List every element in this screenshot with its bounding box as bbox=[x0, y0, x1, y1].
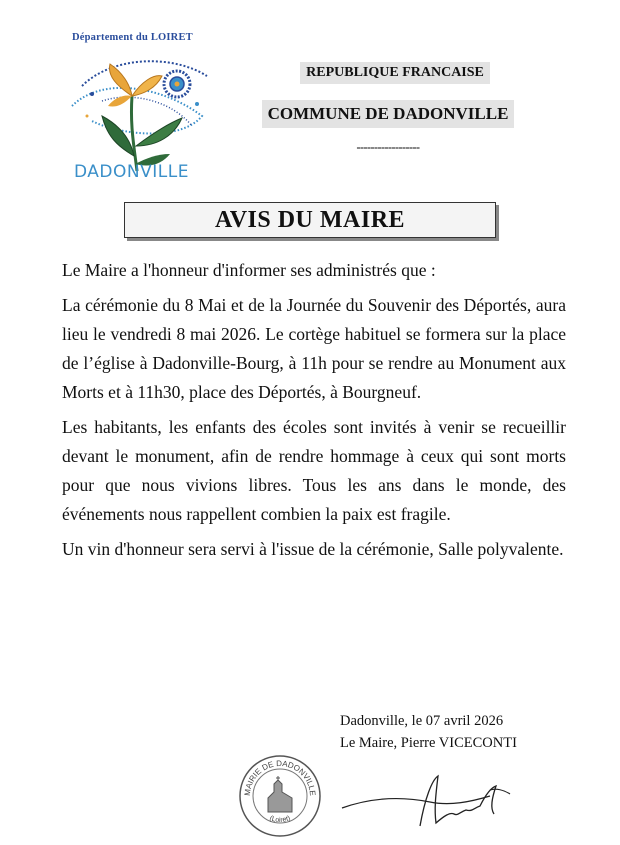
republic-heading: REPUBLIQUE FRANCAISE bbox=[300, 62, 490, 84]
place-date: Dadonville, le 07 avril 2026 bbox=[340, 713, 504, 729]
notice-title-box bbox=[124, 202, 496, 238]
body-paragraph-intro: Le Maire a l'honneur d'informer ses administrés que : bbox=[62, 260, 436, 280]
mayor-signature bbox=[340, 768, 520, 838]
commune-heading: COMMUNE DE DADONVILLE bbox=[262, 100, 515, 128]
body-paragraph-reception: Un vin d'honneur sera servi à l'issue de la cérémonie, Salle polyvalente. bbox=[62, 539, 564, 559]
body-paragraph-invitation: Les habitants, les enfants des écoles sont invités à venir se recueillir devant le monument, afin de rendre hommage à ceux qui sont morts pour que nous vivions libres. Tous les ans dans le monde, des événements nous rappellent combien la paix est fragile. bbox=[62, 417, 566, 524]
logo-town-name: DADONVILLE bbox=[74, 162, 189, 182]
mairie-seal-stamp bbox=[238, 754, 322, 838]
signoff-block bbox=[340, 710, 517, 754]
notice-body bbox=[62, 256, 566, 570]
logo-department-text: Département du LOIRET bbox=[72, 32, 193, 43]
document-header bbox=[248, 62, 528, 155]
seal-bottom-text: (Loiret) bbox=[268, 815, 292, 825]
seal-top-text: MAIRIE DE DADONVILLE bbox=[242, 758, 318, 797]
svg-text:(Loiret) bbox=[268, 815, 291, 824]
header-separator: ------------------ bbox=[356, 140, 420, 154]
body-paragraph-ceremony: La cérémonie du 8 Mai et de la Journée du Souvenir des Déportés, aura lieu le vendredi 8 mai 2026. Le cortège habituel se formera sur la place de l’église à Dadonville-Bourg, à 11h pour se rendre au Monument aux Morts et à 11h30, place des Déportés, à Bourgneuf. bbox=[62, 295, 566, 402]
commune-logo bbox=[52, 28, 222, 193]
notice-title: AVIS DU MAIRE bbox=[214, 206, 406, 233]
flower-emblem-icon bbox=[62, 46, 212, 176]
signatory: Le Maire, Pierre VICECONTI bbox=[340, 735, 517, 751]
seal-church-icon bbox=[268, 780, 292, 812]
